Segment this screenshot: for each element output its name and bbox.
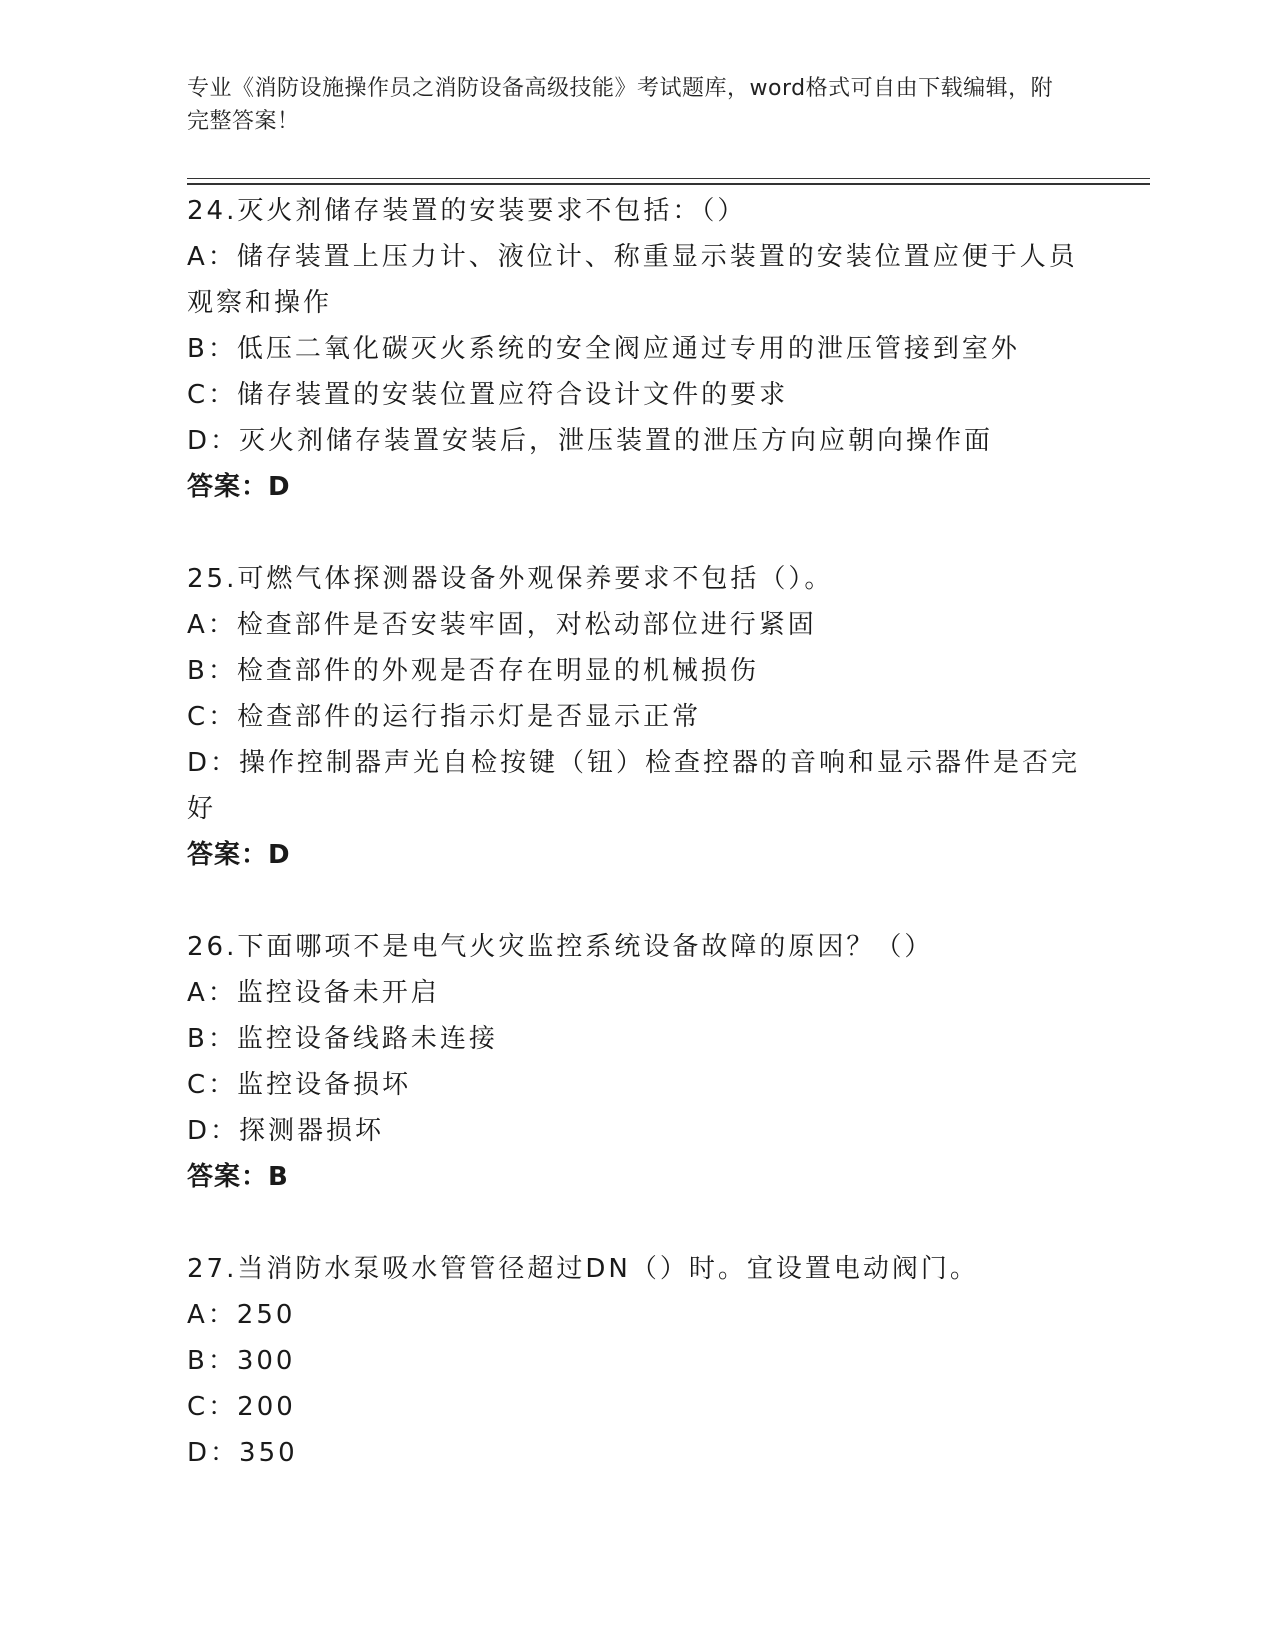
option-a: A：储存装置上压力计、液位计、称重显示装置的安装位置应便于人员观察和操作	[187, 242, 1078, 318]
option-b: B：低压二氧化碳灭火系统的安全阀应通过专用的泄压管接到室外	[187, 334, 1020, 364]
question-26	[187, 924, 1087, 1200]
document-header: 专业《消防设施操作员之消防设备高级技能》考试题库，word格式可自由下载编辑，附完整答案！	[187, 76, 1054, 134]
option-c: C：检查部件的运行指示灯是否显示正常	[187, 702, 702, 732]
option-b: B：检查部件的外观是否存在明显的机械损伤	[187, 656, 759, 686]
option-d: D：灭火剂储存装置安装后，泄压装置的泄压方向应朝向操作面	[187, 426, 994, 456]
option-d: D：探测器损坏	[187, 1116, 385, 1146]
question-title: 24.灭火剂储存装置的安装要求不包括：（）	[187, 196, 747, 226]
option-a: A：检查部件是否安装牢固，对松动部位进行紧固	[187, 610, 817, 640]
question-title: 27.当消防水泵吸水管管径超过DN（）时。宜设置电动阀门。	[187, 1254, 979, 1284]
question-24	[187, 188, 1087, 510]
option-a: A：250	[187, 1300, 296, 1330]
header-divider-thick	[187, 183, 1150, 185]
option-d: D：350	[187, 1438, 298, 1468]
option-c: C：储存装置的安装位置应符合设计文件的要求	[187, 380, 789, 410]
question-title: 25.可燃气体探测器设备外观保养要求不包括（）。	[187, 564, 834, 594]
answer: 答案：D	[187, 472, 291, 502]
question-title: 26.下面哪项不是电气火灾监控系统设备故障的原因？（）	[187, 932, 934, 962]
option-b: B：300	[187, 1346, 296, 1376]
option-a: A：监控设备未开启	[187, 978, 440, 1008]
question-25	[187, 556, 1087, 878]
option-c: C：200	[187, 1392, 296, 1422]
option-b: B：监控设备线路未连接	[187, 1024, 498, 1054]
option-d: D：操作控制器声光自检按键（钮）检查控器的音响和显示器件是否完好	[187, 748, 1081, 824]
option-c: C：监控设备损坏	[187, 1070, 412, 1100]
header-divider-thin	[187, 178, 1150, 179]
answer: 答案：B	[187, 1162, 289, 1192]
answer: 答案：D	[187, 840, 291, 870]
question-27	[187, 1246, 1087, 1476]
question-list	[187, 188, 1087, 1522]
